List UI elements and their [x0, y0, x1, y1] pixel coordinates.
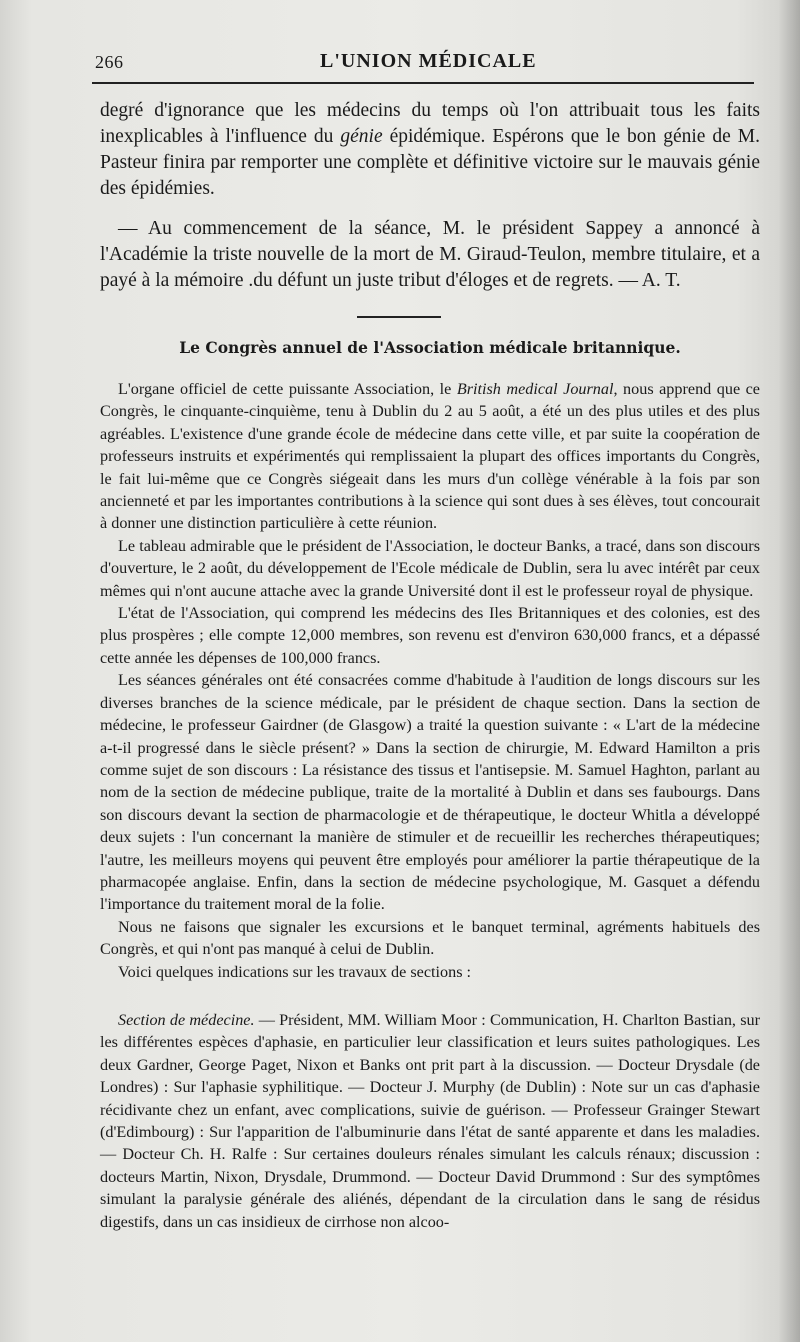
header-rule [92, 82, 754, 84]
page-header [95, 48, 755, 74]
page-number: 266 [95, 52, 124, 72]
body-paragraph-1: L'organe officiel de cette puissante Association, le British medical Journal, nous apprend que ce Congrès, le cinquante-cinquième, tenu à Dublin du 2 au 5 août, a été un des plus utiles et des plus agréables. L'existence d'une grande école de médecine dans cette ville, et par suite la coopération de professeurs instruits et expérimentés qui remplissaient la plupart des offices importants du Congrès, le fait lui-même que ce Congrès siégeait dans les murs d'un collège vénérable à la fois par son ancienneté et par les importantes contributions à la science qui sont dues à ses élèves, tout concourait à donner une distinction particulière à cette réunion. [100, 380, 760, 533]
intro-paragraph-1: degré d'ignorance que les médecins du temps où l'on attribuait tous les faits inexplicables à l'influence du génie épidémique. Espérons que le bon génie de M. Pasteur finira par remporter une complète et définitive victoire sur le mauvais génie des épidémies. [100, 100, 760, 199]
body-paragraph-4: Les séances générales ont été consacrées comme d'habitude à l'audition de longs discours sur les diverses branches de la science médicale, par le président de chaque section. Dans la section de médecine, le professeur Gairdner (de Glasgow) a traité la question suivante : « L'art de la médecine a-t-il progressé dans le siècle présent? » Dans la section de chirurgie, M. Edward Hamilton a pris comme sujet de son discours : La résistance des tissus et l'antisepsie. M. Samuel Haghton, parlant au nom de la section de médecine publique, traite de la mortalité à Dublin et dans ses faubourgs. Dans son discours devant la section de pharmacologie et de thérapeutique, le docteur Whitla a développé deux sujets : l'un concernant la manière de stimuler et de recueillir les recherches thérapeutiques; l'autre, les meilleurs moyens qui peuvent être employés pour améliorer la partie thérapeutique de la pharmacopée anglaise. Enfin, dans la section de médecine psychologique, M. Gasquet a défendu l'importance du traitement moral de la folie. [100, 671, 760, 914]
section-title: Le Congrès annuel de l'Association médicale britannique. [179, 338, 681, 357]
body-paragraph-3: L'état de l'Association, qui comprend les médecins des Iles Britanniques et des colonies, est des plus prospères ; elle compte 12,000 membres, son revenu est d'environ 630,000 francs, et a dépassé cette année les dépenses de 100,000 francs. [100, 604, 760, 667]
running-title: L'UNION MÉDICALE [320, 50, 537, 72]
intro-paragraph-2: — Au commencement de la séance, M. le président Sappey a annoncé à l'Académie la triste nouvelle de la mort de M. Giraud-Teulon, membre titulaire, et a payé à la mémoire .du défunt un juste tribut d'éloges et de regrets. — A. T. [100, 218, 760, 291]
body-paragraph-2: Le tableau admirable que le président de l'Association, le docteur Banks, a tracé, dans son discours d'ouverture, le 2 août, du développement de l'Ecole médicale de Dublin, sera lu avec intérêt par ceux mêmes qui n'ont aucune attache avec la grande Université dont il est le professeur royal de physique. [100, 536, 760, 600]
body-paragraph-7: Section de médecine. — Président, MM. William Moor : Communication, H. Charlton Bastian, sur les différentes espèces d'aphasie, en particulier leur classification et leurs suites pathologiques. Les deux Gardner, George Paget, Nixon et Banks ont prit part à la discussion. — Docteur Drysdale (de Londres) : Sur l'aphasie syphilitique. — Docteur J. Murphy (de Dublin) : Note sur un cas d'aphasie récidivante chez un enfant, avec complications, suivie de guérison. — Professeur Grainger Stewart (d'Edimbourg) : Sur l'apparition de l'albuminurie dans l'état de santé apparente et dans les maladies. — Docteur Ch. H. Ralfe : Sur certaines douleurs rénales simulant les calculs rénaux; discussion : docteurs Martin, Nixon, Drysdale, Drummond. — Docteur David Drummond : Sur des symptômes simulant la paralysie générale des aliénés, dépendant de la circulation dans le sang de résidus digestifs, dans un cas insidieux de cirrhose non alcoo- [100, 1010, 760, 1231]
section-divider [357, 316, 441, 318]
body-paragraph-6: Voici quelques indications sur les travaux de sections : [118, 962, 472, 981]
intro-text [100, 98, 760, 294]
body-paragraph-5: Nous ne faisons que signaler les excursions et le banquet terminal, agréments habituels des Congrès, et qui n'ont pas manqué à celui de Dublin. [100, 917, 760, 959]
page-edge-shadow [778, 0, 800, 1342]
article-body [100, 378, 760, 1233]
